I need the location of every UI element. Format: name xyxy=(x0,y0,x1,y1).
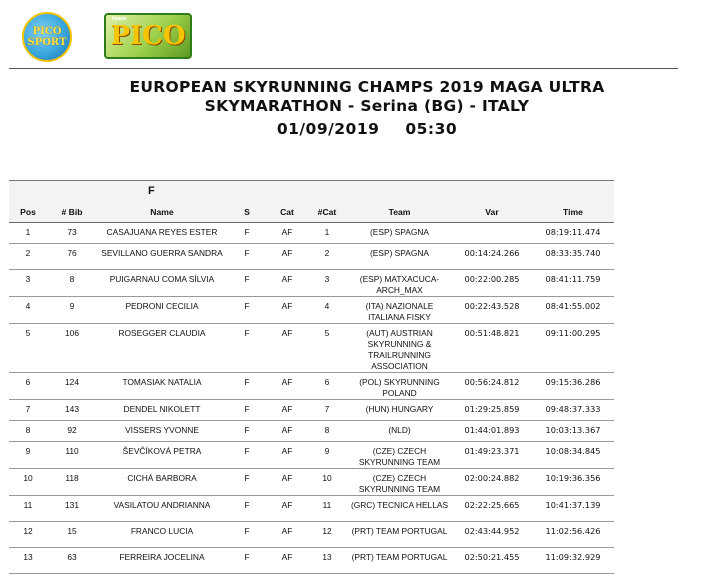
pico-sport-logo xyxy=(22,12,72,62)
table-row xyxy=(9,548,614,574)
cell-sex: F xyxy=(227,297,267,324)
cell-team: (AUT) AUSTRIAN SKYRUNNING & TRAILRUNNING ASSOCIATION xyxy=(347,324,452,373)
results-table xyxy=(9,202,614,574)
cell-cat: AF xyxy=(267,548,307,574)
cell-time: 09:11:00.295 xyxy=(532,324,614,373)
cell-var: 02:00:24.882 xyxy=(452,469,532,496)
cell-var: 00:56:24.812 xyxy=(452,373,532,400)
logo-left-line1: PICO xyxy=(32,26,62,37)
cell-pos: 1 xyxy=(9,223,47,244)
cell-bib: 15 xyxy=(47,522,97,548)
cell-cat: AF xyxy=(267,522,307,548)
cell-sex: F xyxy=(227,421,267,442)
cell-name: SEVILLANO GUERRA SANDRA xyxy=(97,244,227,270)
logo-right-tag: team xyxy=(112,16,127,22)
cell-var xyxy=(452,223,532,244)
cell-bib: 73 xyxy=(47,223,97,244)
header-cat-rank: #Cat xyxy=(307,202,347,223)
logo-left-line2: SPORT xyxy=(27,37,67,48)
cell-bib: 118 xyxy=(47,469,97,496)
group-header xyxy=(9,180,614,202)
table-row xyxy=(9,324,614,373)
title-line1: EUROPEAN SKYRUNNING CHAMPS 2019 MAGA ULTRA xyxy=(129,78,605,96)
cell-time: 11:09:32.929 xyxy=(532,548,614,574)
logo-right-text: PICO xyxy=(110,21,186,51)
pico-team-logo xyxy=(104,13,192,59)
header-divider xyxy=(9,68,678,69)
cell-var: 01:49:23.371 xyxy=(452,442,532,469)
table-row xyxy=(9,442,614,469)
cell-bib: 92 xyxy=(47,421,97,442)
table-row xyxy=(9,421,614,442)
cell-cat: AF xyxy=(267,421,307,442)
cell-name: PUIGARNAU COMA SÍLVIA xyxy=(97,270,227,297)
cell-cat-rank: 4 xyxy=(307,297,347,324)
cell-name: ŠEVČÍKOVÁ PETRA xyxy=(97,442,227,469)
cell-cat-rank: 6 xyxy=(307,373,347,400)
table-row xyxy=(9,223,614,244)
cell-cat: AF xyxy=(267,496,307,522)
cell-time: 08:33:35.740 xyxy=(532,244,614,270)
results-table-container xyxy=(9,180,614,574)
cell-team: (ESP) SPAGNA xyxy=(347,244,452,270)
cell-name: VASILATOU ANDRIANNA xyxy=(97,496,227,522)
cell-time: 09:15:36.286 xyxy=(532,373,614,400)
cell-sex: F xyxy=(227,522,267,548)
cell-var: 02:50:21.455 xyxy=(452,548,532,574)
cell-cat-rank: 3 xyxy=(307,270,347,297)
cell-var: 00:22:43.528 xyxy=(452,297,532,324)
table-row xyxy=(9,496,614,522)
cell-time: 08:19:11.474 xyxy=(532,223,614,244)
table-row xyxy=(9,244,614,270)
cell-var: 01:29:25.859 xyxy=(452,400,532,421)
table-row xyxy=(9,270,614,297)
cell-sex: F xyxy=(227,400,267,421)
cell-cat: AF xyxy=(267,400,307,421)
cell-bib: 76 xyxy=(47,244,97,270)
cell-pos: 4 xyxy=(9,297,47,324)
cell-name: TOMASIAK NATALIA xyxy=(97,373,227,400)
cell-cat-rank: 12 xyxy=(307,522,347,548)
header-name: Name xyxy=(97,202,227,223)
cell-time: 10:19:36.356 xyxy=(532,469,614,496)
cell-bib: 106 xyxy=(47,324,97,373)
cell-pos: 13 xyxy=(9,548,47,574)
cell-pos: 6 xyxy=(9,373,47,400)
cell-sex: F xyxy=(227,324,267,373)
cell-team: (ESP) SPAGNA xyxy=(347,223,452,244)
cell-sex: F xyxy=(227,244,267,270)
cell-name: ROSEGGER CLAUDIA xyxy=(97,324,227,373)
cell-sex: F xyxy=(227,469,267,496)
cell-pos: 2 xyxy=(9,244,47,270)
cell-team: (NLD) xyxy=(347,421,452,442)
cell-time: 08:41:11.759 xyxy=(532,270,614,297)
cell-cat-rank: 1 xyxy=(307,223,347,244)
cell-name: FRANCO LUCIA xyxy=(97,522,227,548)
cell-pos: 3 xyxy=(9,270,47,297)
cell-team: (CZE) CZECH SKYRUNNING TEAM xyxy=(347,442,452,469)
cell-name: CICHÁ BARBORA xyxy=(97,469,227,496)
table-row xyxy=(9,373,614,400)
cell-time: 09:48:37.333 xyxy=(532,400,614,421)
cell-pos: 11 xyxy=(9,496,47,522)
cell-var: 01:44:01.893 xyxy=(452,421,532,442)
header-pos: Pos xyxy=(9,202,47,223)
cell-sex: F xyxy=(227,548,267,574)
cell-bib: 110 xyxy=(47,442,97,469)
cell-name: DENDEL NIKOLETT xyxy=(97,400,227,421)
cell-team: (ITA) NAZIONALE ITALIANA FISKY xyxy=(347,297,452,324)
cell-team: (CZE) CZECH SKYRUNNING TEAM xyxy=(347,469,452,496)
cell-sex: F xyxy=(227,496,267,522)
cell-cat-rank: 11 xyxy=(307,496,347,522)
cell-var: 00:14:24.266 xyxy=(452,244,532,270)
cell-pos: 12 xyxy=(9,522,47,548)
cell-bib: 124 xyxy=(47,373,97,400)
header-sex: S xyxy=(227,202,267,223)
cell-cat: AF xyxy=(267,373,307,400)
cell-cat-rank: 10 xyxy=(307,469,347,496)
cell-bib: 8 xyxy=(47,270,97,297)
cell-name: FERREIRA JOCELINA xyxy=(97,548,227,574)
cell-time: 08:41:55.002 xyxy=(532,297,614,324)
cell-var: 00:51:48.821 xyxy=(452,324,532,373)
header-team: Team xyxy=(347,202,452,223)
cell-sex: F xyxy=(227,223,267,244)
cell-team: (PRT) TEAM PORTUGAL xyxy=(347,548,452,574)
table-header-row xyxy=(9,202,614,223)
cell-cat: AF xyxy=(267,244,307,270)
cell-cat: AF xyxy=(267,442,307,469)
cell-cat-rank: 5 xyxy=(307,324,347,373)
document-title xyxy=(9,78,724,140)
title-line2: SKYMARATHON - Serina (BG) - ITALY xyxy=(204,97,530,115)
cell-sex: F xyxy=(227,442,267,469)
cell-cat-rank: 8 xyxy=(307,421,347,442)
cell-cat-rank: 9 xyxy=(307,442,347,469)
cell-var: 02:43:44.952 xyxy=(452,522,532,548)
cell-team: (POL) SKYRUNNING POLAND xyxy=(347,373,452,400)
cell-pos: 5 xyxy=(9,324,47,373)
cell-sex: F xyxy=(227,373,267,400)
race-start-time: 05:30 xyxy=(405,120,458,138)
cell-cat: AF xyxy=(267,270,307,297)
cell-cat: AF xyxy=(267,469,307,496)
cell-name: VISSERS YVONNE xyxy=(97,421,227,442)
cell-team: (ESP) MATXACUCA-ARCH_MAX xyxy=(347,270,452,297)
race-date: 01/09/2019 xyxy=(276,120,380,138)
cell-team: (PRT) TEAM PORTUGAL xyxy=(347,522,452,548)
cell-var: 02:22:25.665 xyxy=(452,496,532,522)
cell-time: 11:02:56.426 xyxy=(532,522,614,548)
cell-name: CASAJUANA REYES ESTER xyxy=(97,223,227,244)
cell-pos: 9 xyxy=(9,442,47,469)
cell-cat-rank: 2 xyxy=(307,244,347,270)
cell-team: (GRC) TECNICA HELLAS xyxy=(347,496,452,522)
cell-pos: 8 xyxy=(9,421,47,442)
table-row xyxy=(9,522,614,548)
cell-time: 10:03:13.367 xyxy=(532,421,614,442)
results-body xyxy=(9,223,614,574)
cell-cat: AF xyxy=(267,223,307,244)
cell-cat: AF xyxy=(267,297,307,324)
table-row xyxy=(9,297,614,324)
cell-var: 00:22:00.285 xyxy=(452,270,532,297)
cell-cat-rank: 7 xyxy=(307,400,347,421)
cell-sex: F xyxy=(227,270,267,297)
cell-bib: 9 xyxy=(47,297,97,324)
cell-bib: 143 xyxy=(47,400,97,421)
cell-pos: 10 xyxy=(9,469,47,496)
table-row xyxy=(9,469,614,496)
cell-cat-rank: 13 xyxy=(307,548,347,574)
cell-name: PEDRONI CECILIA xyxy=(97,297,227,324)
cell-time: 10:08:34.845 xyxy=(532,442,614,469)
cell-cat: AF xyxy=(267,324,307,373)
table-row xyxy=(9,400,614,421)
title-datetime xyxy=(9,118,724,140)
header-var: Var xyxy=(452,202,532,223)
cell-pos: 7 xyxy=(9,400,47,421)
group-label: F xyxy=(148,185,155,197)
cell-bib: 131 xyxy=(47,496,97,522)
cell-team: (HUN) HUNGARY xyxy=(347,400,452,421)
header-bib: # Bib xyxy=(47,202,97,223)
header-time: Time xyxy=(532,202,614,223)
cell-time: 10:41:37.139 xyxy=(532,496,614,522)
cell-bib: 63 xyxy=(47,548,97,574)
header-cat: Cat xyxy=(267,202,307,223)
